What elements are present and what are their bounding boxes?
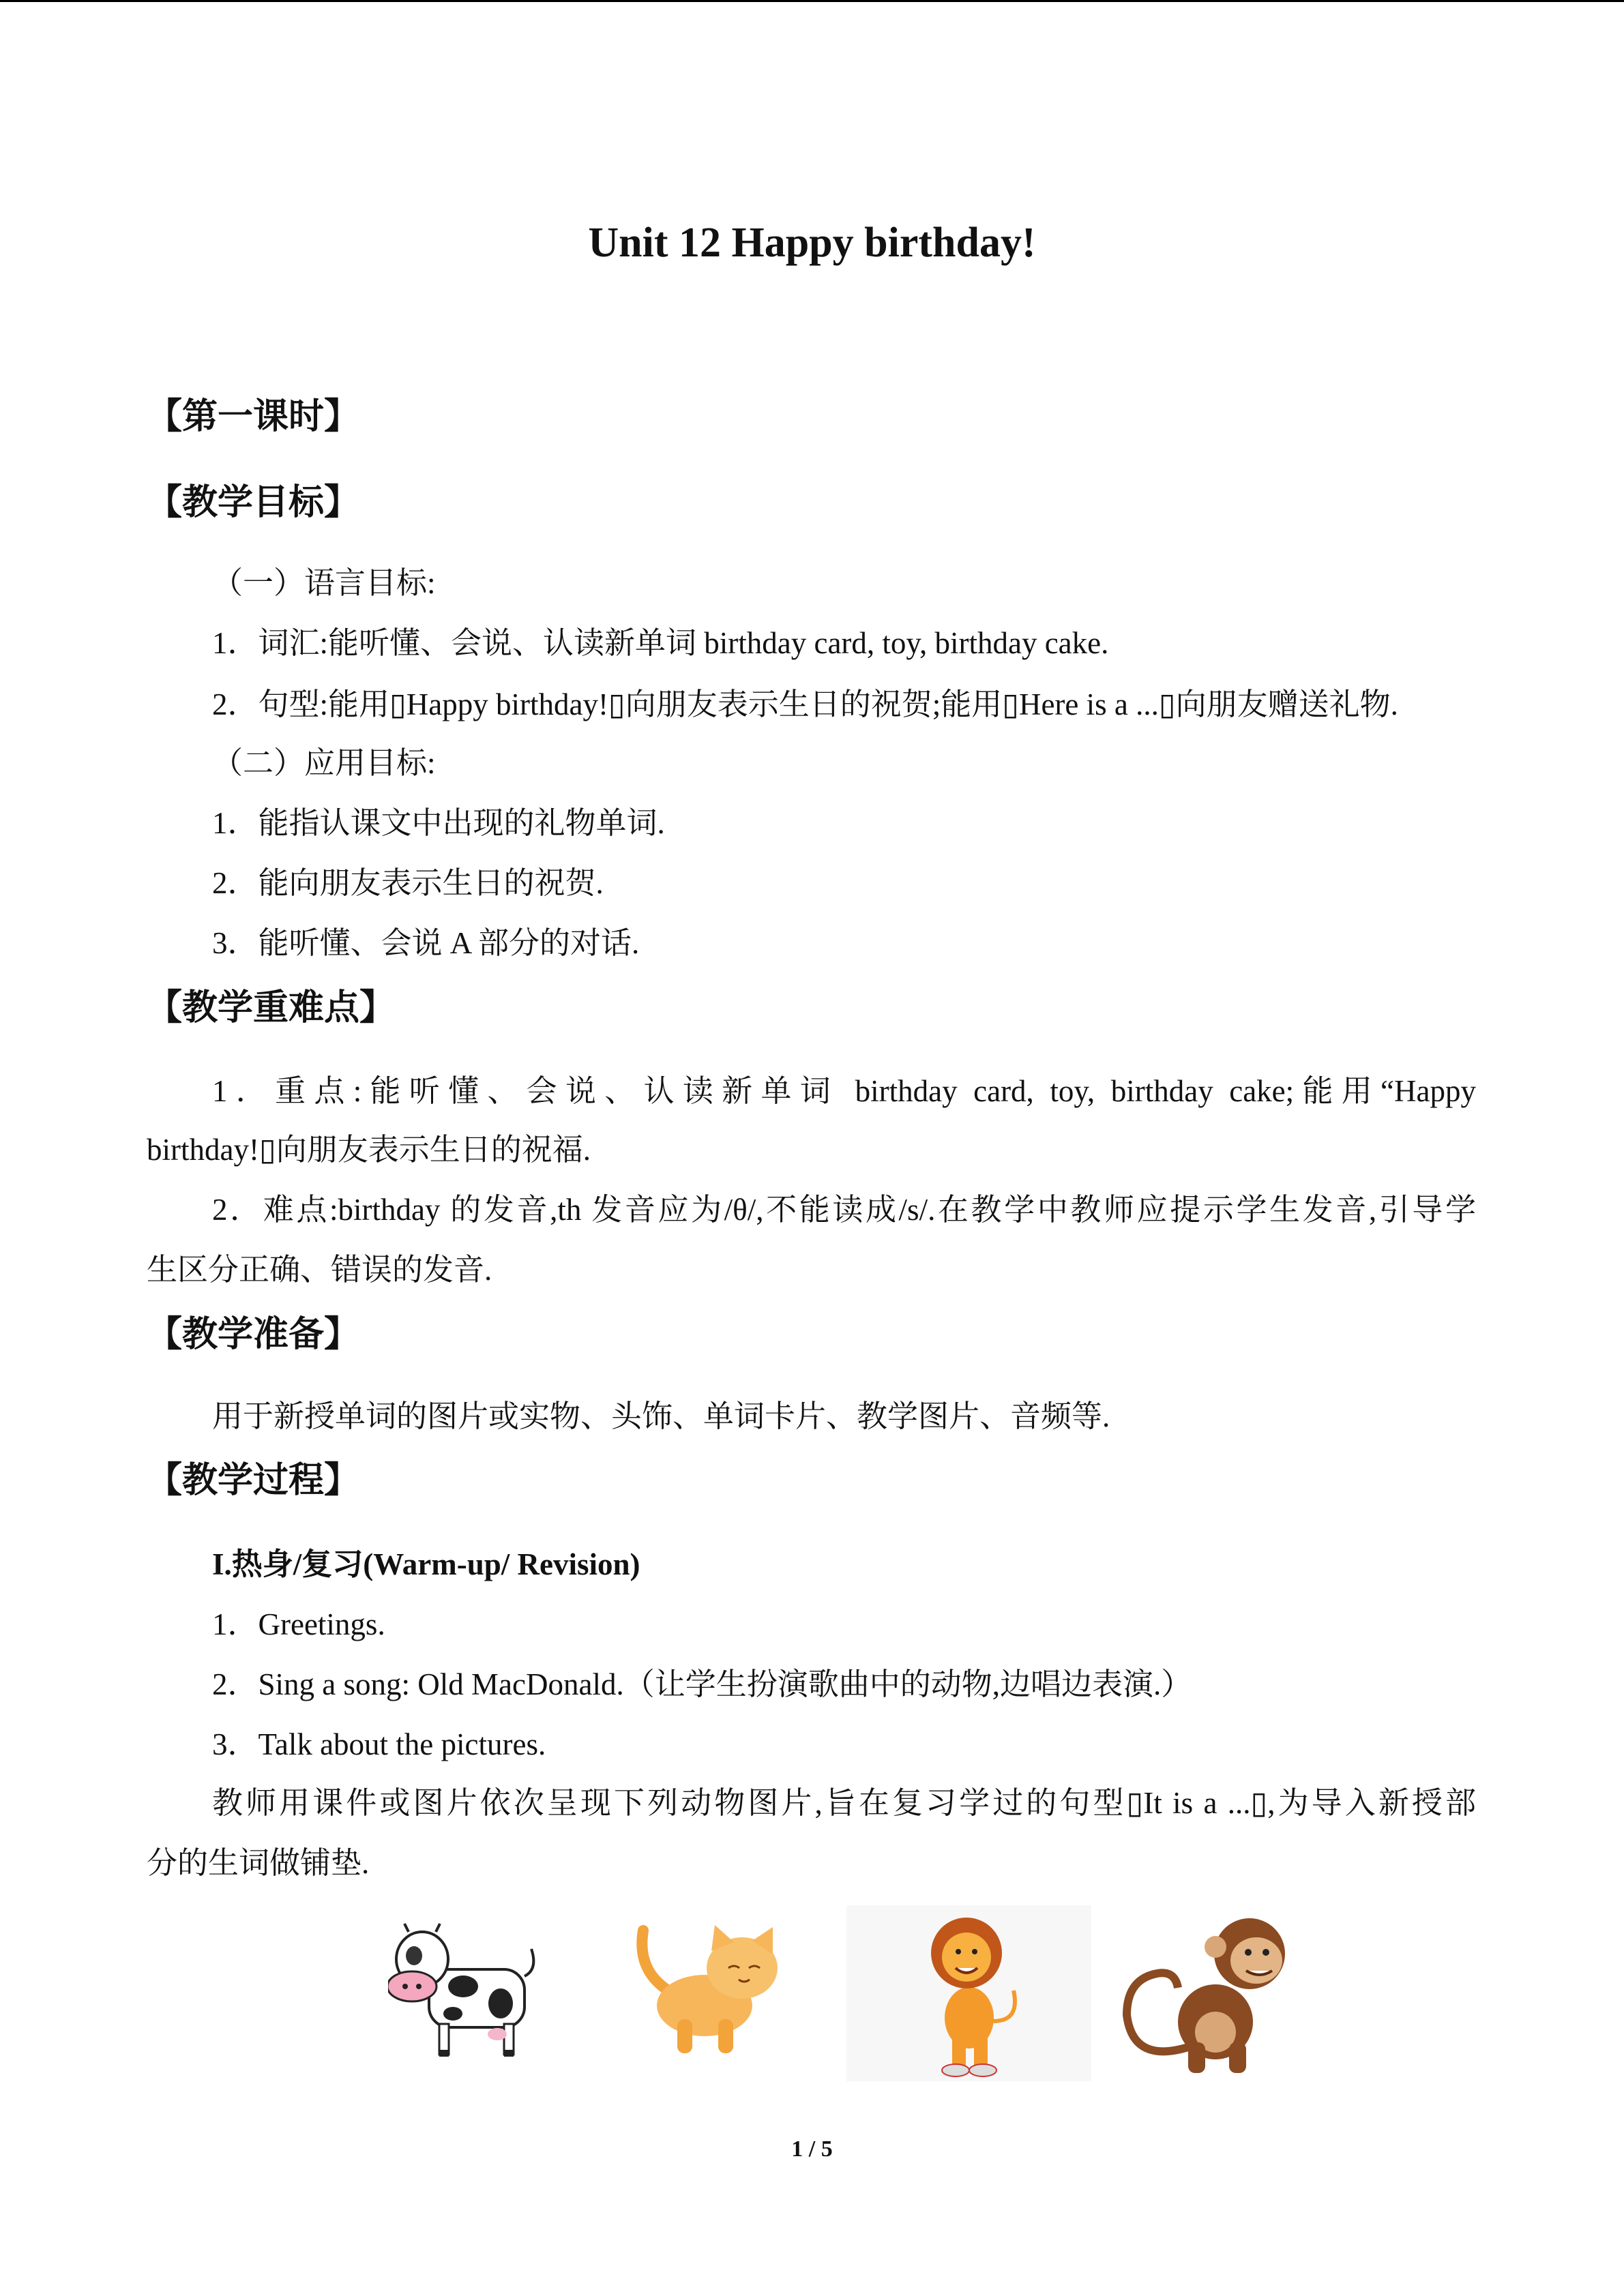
process-paragraph-line: 教师用课件或图片依次呈现下列动物图片,旨在复习学过的句型▯It is a ...▯,为导入新授部 [212, 1786, 1476, 1820]
difficult-point-line: 生区分正确、错误的发音. [147, 1253, 492, 1287]
cow-image [388, 1922, 542, 2065]
application-objective-item: 3．能听懂、会说 A 部分的对话. [212, 926, 640, 960]
process-item: 3．Talk about the pictures. [212, 1727, 546, 1761]
process-item: 1．Greetings. [212, 1607, 385, 1641]
language-objective-item: 2．句型:能用▯Happy birthday!▯向朋友表示生日的祝贺;能用▯Here is a ...▯向朋友赠送礼物. [212, 687, 1398, 721]
heading-preparation: 【教学准备】 [147, 1314, 360, 1355]
key-point-line: 1．重点:能听懂、会说、认读新单词 birthday card, toy, birthday cake;能用“Happy [212, 1074, 1476, 1108]
language-objectives-title: （一）语言目标: [212, 566, 436, 600]
application-objective-item: 2．能向朋友表示生日的祝贺. [212, 866, 604, 900]
preparation-text: 用于新授单词的图片或实物、头饰、单词卡片、教学图片、音频等. [212, 1399, 1110, 1433]
process-item: 2．Sing a song: Old MacDonald.（让学生扮演歌曲中的动物,边唱边表演.） [212, 1667, 1192, 1701]
document-title: Unit 12 Happy birthday! [588, 220, 1036, 266]
heading-key-points: 【教学重难点】 [147, 987, 396, 1028]
cat-image [630, 1924, 791, 2060]
difficult-point-line: 2．难点:birthday 的发音,th 发音应为/θ/,不能读成/s/.在教学中教师应提示学生发音,引导学 [212, 1193, 1476, 1227]
key-point-line: birthday!▯向朋友表示生日的祝福. [147, 1133, 591, 1167]
language-objective-item: 1．词汇:能听懂、会说、认读新单词 birthday card, toy, birthday cake. [212, 626, 1109, 660]
warmup-section-title: I.热身/复习(Warm-up/ Revision) [212, 1547, 640, 1581]
application-objectives-title: （二）应用目标: [212, 746, 436, 780]
heading-process: 【教学过程】 [147, 1460, 360, 1501]
lion-image [846, 1905, 1091, 2081]
application-objective-item: 1．能指认课文中出现的礼物单词. [212, 806, 665, 840]
page-number: 1 / 5 [791, 2136, 833, 2162]
heading-lesson: 【第一课时】 [147, 396, 360, 437]
process-paragraph-line: 分的生词做铺垫. [147, 1846, 370, 1880]
heading-objectives: 【教学目标】 [147, 482, 360, 523]
monkey-image [1120, 1906, 1311, 2082]
